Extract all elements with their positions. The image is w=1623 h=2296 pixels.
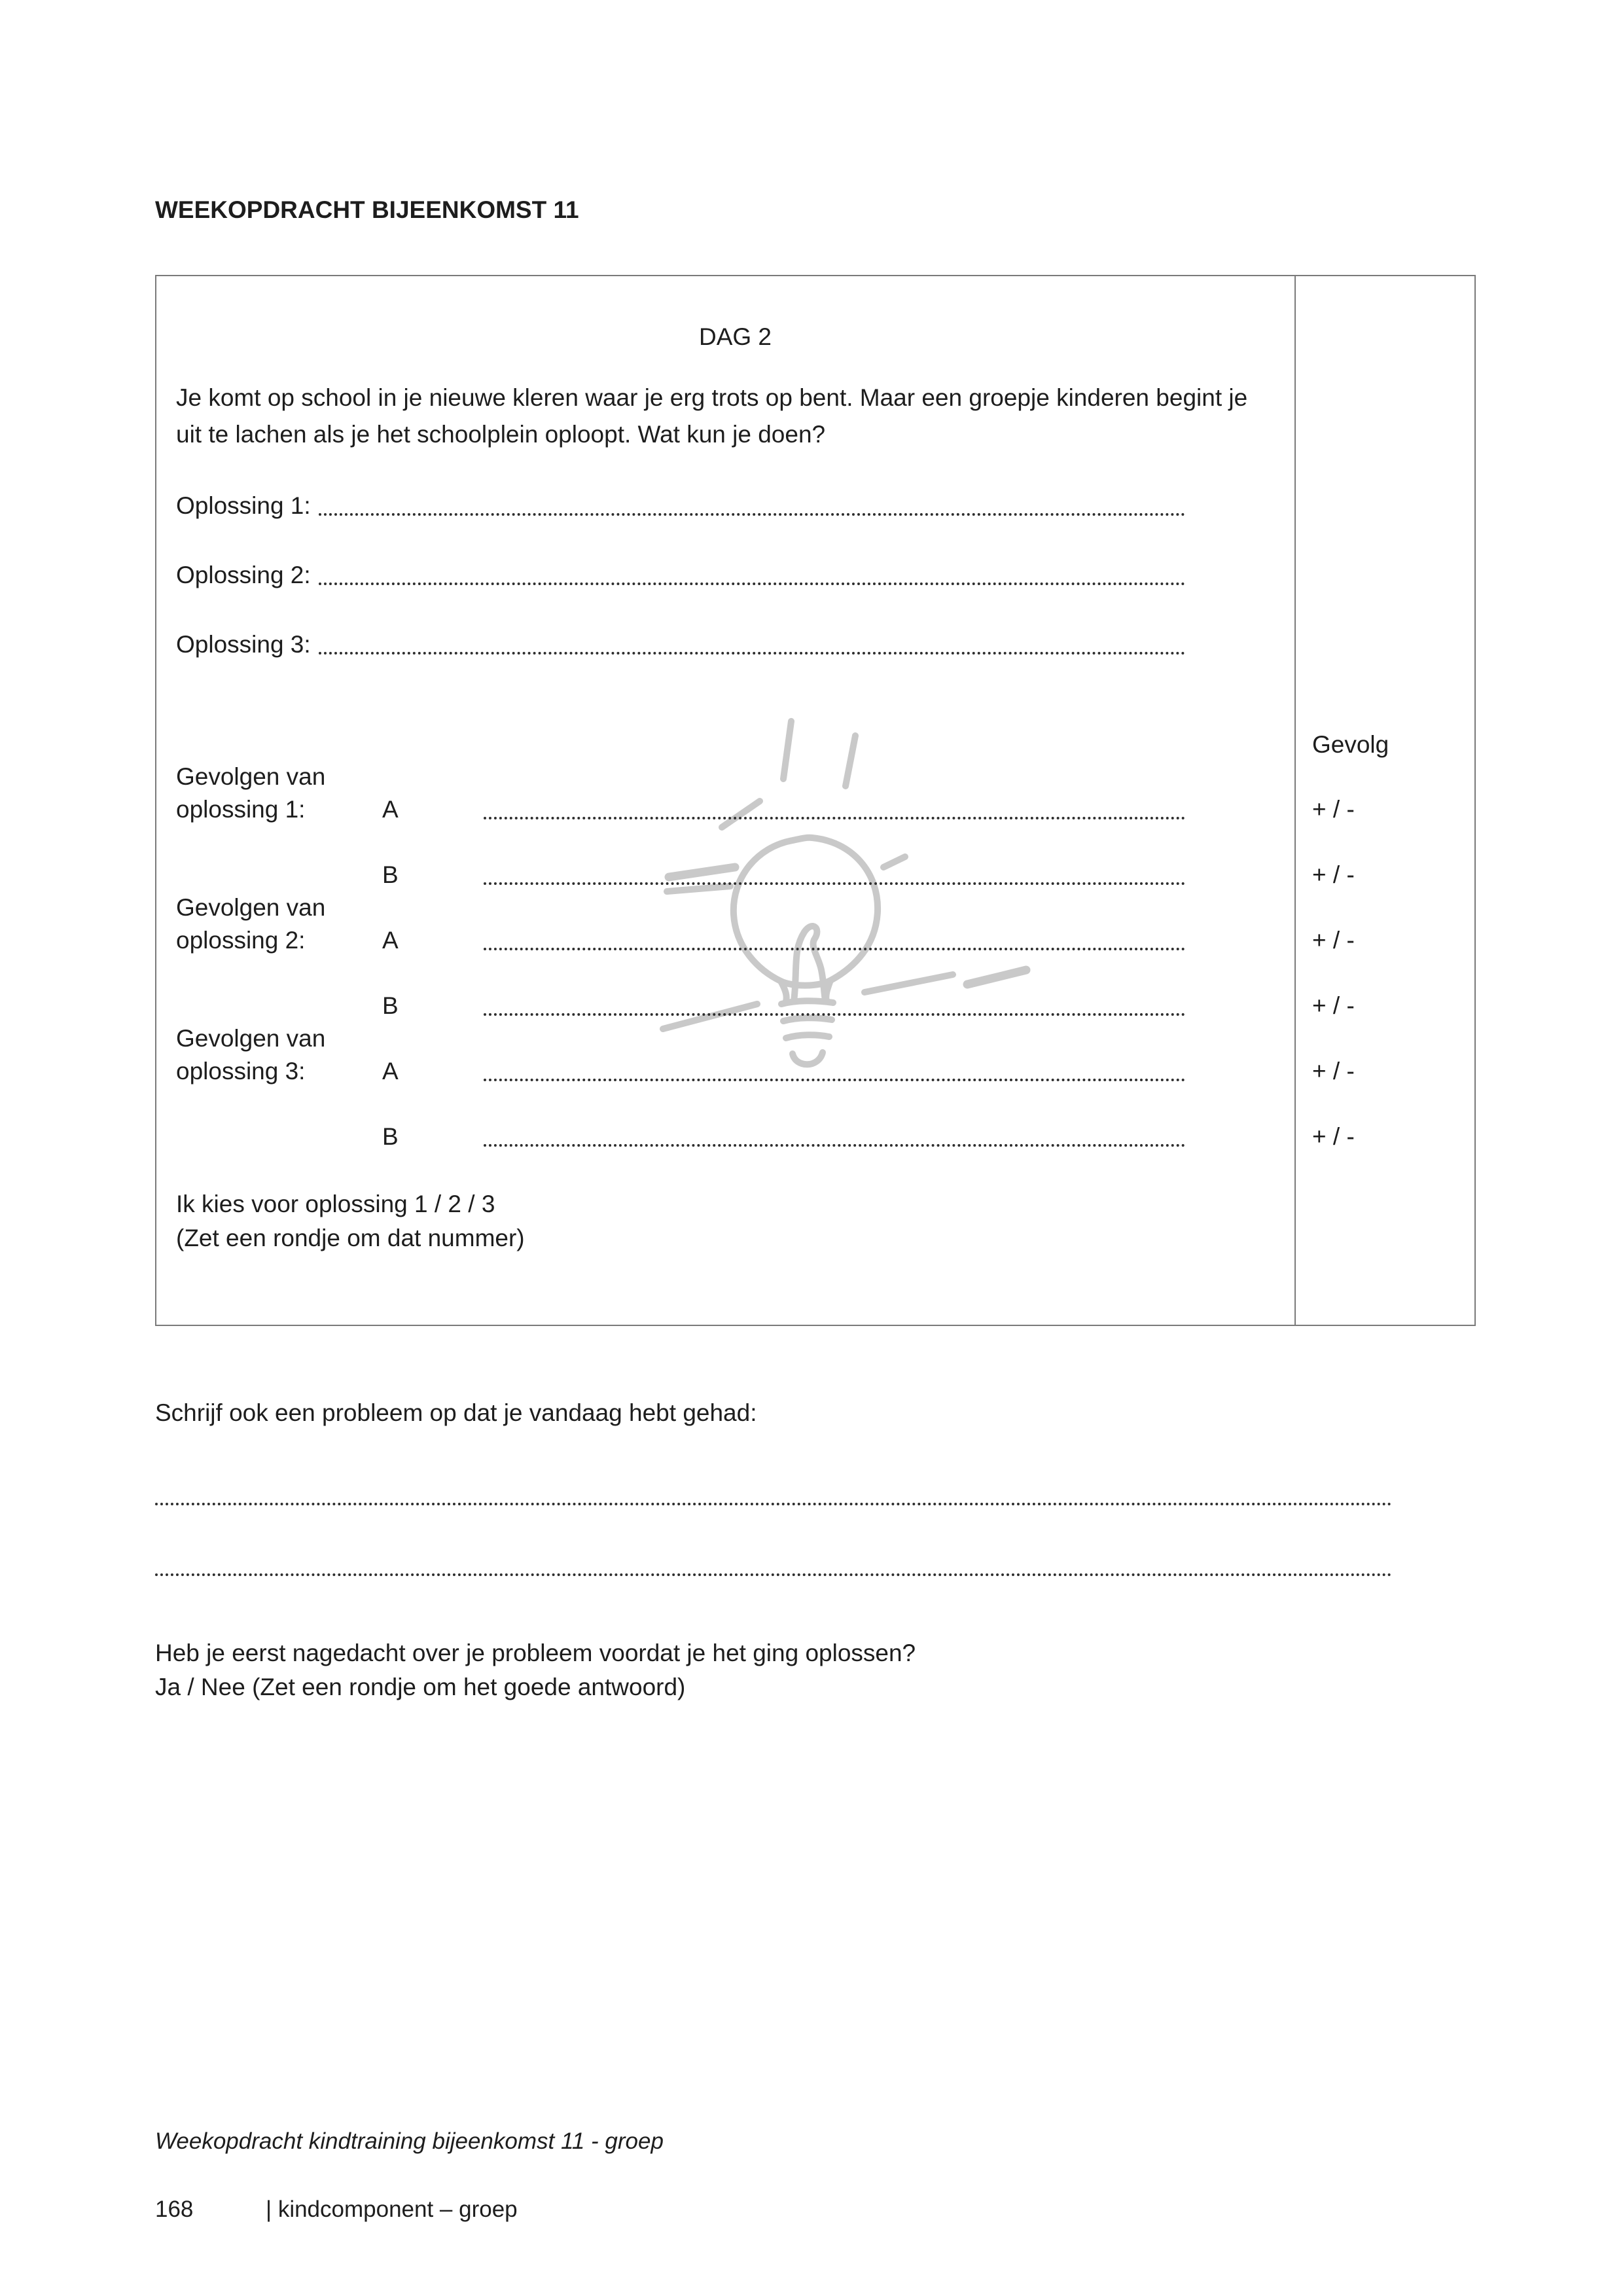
gevolg-value-cell <box>1294 1022 1474 1088</box>
plus-minus: + / - <box>1312 992 1355 1019</box>
consequence-line <box>156 1022 1294 1088</box>
answer-dotted-line <box>484 1013 1185 1016</box>
consequence-line <box>156 957 1294 1022</box>
problem-prompt: Schrijf ook een probleem op dat je vandaag hebt gehad: <box>155 1399 757 1426</box>
solution-label: Oplossing 1: <box>176 492 311 519</box>
group-label-line1: Gevolgen van <box>176 763 326 790</box>
answer-dotted-line <box>155 1573 1392 1576</box>
gevolg-value-cell <box>1294 891 1474 957</box>
choose-instruction: (Zet een rondje om dat nummer) <box>176 1225 525 1251</box>
plus-minus: + / - <box>1312 861 1355 888</box>
consequence-group-label <box>176 891 382 957</box>
day-title-row <box>156 276 1474 353</box>
page-title: WEEKOPDRACHT BIJEENKOMST 11 <box>155 196 579 223</box>
scenario-text: Je komt op school in je nieuwe kleren waar je erg trots op bent. Maar een groepje kinderen begint je uit te lachen als je het schoolplein oploopt. Wat kun je doen? <box>176 384 1248 448</box>
consequence-line <box>156 826 1294 891</box>
worksheet-table <box>155 275 1476 1326</box>
solution-label: Oplossing 2: <box>176 562 311 588</box>
answer-dotted-line <box>319 652 1185 655</box>
scenario-row <box>156 353 1474 453</box>
row-letter: A <box>382 796 399 823</box>
answer-dotted-line <box>484 817 1185 819</box>
solution-row-2 <box>156 522 1474 592</box>
group-label-line2: oplossing 3: <box>176 1058 306 1085</box>
consequence-row-3b <box>156 1088 1474 1153</box>
page-footer <box>155 2197 1476 2223</box>
plus-minus: + / - <box>1312 1058 1355 1085</box>
answer-dotted-line <box>319 583 1185 585</box>
group-label-line1: Gevolgen van <box>176 1025 326 1052</box>
row-letter: B <box>382 1123 399 1150</box>
consequence-row-3a <box>156 1022 1474 1088</box>
answer-dotted-line <box>484 1079 1185 1081</box>
solution-line <box>156 522 1294 592</box>
answer-dotted-line <box>319 513 1185 516</box>
consequence-group-label <box>176 761 382 826</box>
gevolg-value-cell <box>1294 761 1474 826</box>
row-letter: A <box>382 927 399 954</box>
day-title: DAG 2 <box>698 323 772 350</box>
gevolg-value-cell <box>1294 826 1474 891</box>
answer-dotted-line <box>484 948 1185 950</box>
reflection-question: Heb je eerst nagedacht over je probleem voordat je het ging oplossen? <box>155 1640 916 1666</box>
gevolg-column-cell <box>1294 1153 1474 1325</box>
answer-dotted-line <box>155 1503 1392 1505</box>
solution-line <box>156 453 1294 522</box>
day-title-cell <box>156 276 1294 353</box>
choose-line: Ik kies voor oplossing 1 / 2 / 3 <box>176 1191 495 1217</box>
row-letter: A <box>382 1058 399 1085</box>
page-number: 168 <box>155 2197 194 2222</box>
gevolg-column-cell <box>1294 276 1474 353</box>
gevolg-column-cell <box>1294 592 1474 661</box>
consequence-line <box>156 1088 1294 1153</box>
row-letter: B <box>382 992 399 1019</box>
consequence-line <box>156 761 1294 826</box>
solution-row-1 <box>156 453 1474 522</box>
gevolg-header-cell <box>1294 661 1474 761</box>
consequence-group-label <box>176 1022 382 1088</box>
spacer-cell <box>156 661 1294 761</box>
group-label-line2: oplossing 2: <box>176 927 306 954</box>
gevolg-header-row <box>156 661 1474 761</box>
footer-note: Weekopdracht kindtraining bijeenkomst 11 - groep <box>155 2128 664 2154</box>
gevolg-column-cell <box>1294 522 1474 592</box>
answer-dotted-line <box>484 882 1185 885</box>
gevolg-header: Gevolg <box>1312 731 1389 758</box>
footer-text: | kindcomponent – groep <box>266 2197 518 2222</box>
consequence-row-1b <box>156 826 1474 891</box>
gevolg-column-cell <box>1294 353 1474 453</box>
scenario-cell <box>156 353 1294 453</box>
solution-label: Oplossing 3: <box>176 631 311 658</box>
plus-minus: + / - <box>1312 1123 1355 1150</box>
gevolg-column-cell <box>1294 453 1474 522</box>
group-label-line2: oplossing 1: <box>176 796 306 823</box>
consequence-row-2a <box>156 891 1474 957</box>
consequence-line <box>156 891 1294 957</box>
gevolg-value-cell <box>1294 957 1474 1022</box>
consequence-row-2b <box>156 957 1474 1022</box>
solution-line <box>156 592 1294 661</box>
choose-cell <box>156 1153 1294 1325</box>
group-label-line1: Gevolgen van <box>176 894 326 921</box>
yes-no-answer-line: Ja / Nee (Zet een rondje om het goede antwoord) <box>155 1674 686 1700</box>
plus-minus: + / - <box>1312 796 1355 823</box>
consequence-row-1a <box>156 761 1474 826</box>
plus-minus: + / - <box>1312 927 1355 954</box>
solution-row-3 <box>156 592 1474 661</box>
choose-row <box>156 1153 1474 1325</box>
gevolg-value-cell <box>1294 1088 1474 1153</box>
row-letter: B <box>382 861 399 888</box>
answer-dotted-line <box>484 1144 1185 1147</box>
